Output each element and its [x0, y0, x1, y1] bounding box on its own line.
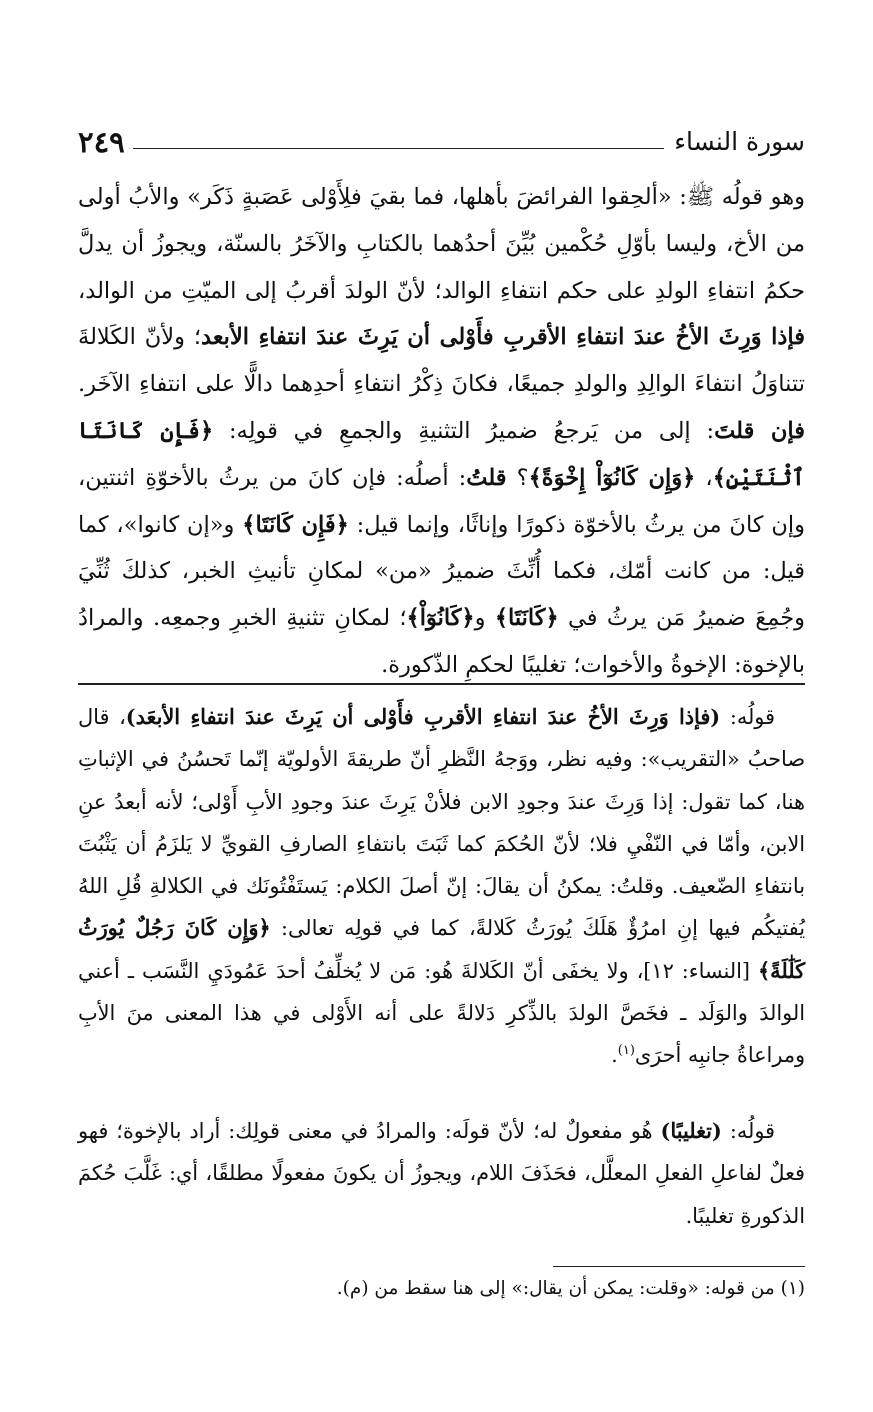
footnote-reference[interactable]: (١) [617, 1043, 635, 1059]
commentary-text [78, 1110, 805, 1237]
header-rule [133, 148, 665, 149]
commentary-lemma: (فإذا وَرِثَ الأخُ عندَ انتفاءِ الأقربِ فأَوْلى أن يَرِثَ عندَ انتفاءِ الأبعَد) [125, 704, 721, 729]
quran-quote: ﴿كَانُوٓاْ﴾ [406, 605, 475, 632]
commentary-paragraph-1 [78, 696, 805, 1077]
commentary-paragraph-2 [78, 1110, 805, 1237]
page-number: ٢٤٩ [78, 125, 125, 159]
running-header [78, 118, 805, 158]
question-marker: فإن قلتَ [714, 417, 805, 444]
main-text-span: ؟ [506, 464, 529, 491]
main-text [78, 174, 805, 689]
commentary-text [78, 696, 805, 1077]
quran-quote: ﴿فَإِن كَانَتَا﴾ [242, 511, 349, 538]
commentary-span: قولُه: [721, 1119, 776, 1143]
answer-marker: قلتُ [466, 464, 507, 491]
commentary-span: ، قال صاحبُ «التقريب»: وفيه نظر، ووَجهُ النَّظرِ أنّ طريقةَ الأولويّة إنّما تَحسُنُ في الإثباتِ هنا، كما تقول: إذا وَرِثَ عندَ وجودِ الابن فلأنْ يَرِثَ عندَ وجودِ الأبِ أَوْلى؛ لأنه أبعدُ عنِ الابن، وأمّا في النّفْيِ فلا؛ لأنّ الحُكمَ كما ثَبَتَ بانتفاءِ الصارفِ القويِّ لا يَلزَمُ أن يَثْبُتَ بانتفاءِ الضّعيف. وقلتُ: يمكنُ أن يقالَ: إنّ أصلَ الكلام: يَستَفْتُونَك في الكلالةِ قُلِ اللهُ يُفتيكُم فيها إنِ امرُؤٌ هَلَكَ يُورَثُ كَلالةً، كما في قولِه تعالى: [78, 705, 805, 941]
commentary-span: هُو مفعولٌ له؛ لأنّ قولَه: والمرادُ في معنى قولِك: أراد بالإخوة؛ فهو فعلٌ لفاعلِ الفعلِ المعلَّل، فحَذَفَ اللام، ويجوزُ أن يكونَ مفعولًا مطلقًا، أي: غَلَّبَ حُكمَ الذكورةِ تغليبًا. [78, 1119, 805, 1228]
main-text-span: : إلى من يَرجعُ ضميرُ التثنيةِ والجمعِ في قولِه: [213, 417, 715, 444]
main-text-span: ؛ لمكانِ تثنيةِ الخبرِ وجمعِه. والمرادُ بالإخوة: الإخوةُ والأخوات؛ تغليبًا لحكمِ الذّكورة. [78, 605, 805, 678]
main-text-span: وهو قولُه ﷺ: «ألحِقوا الفرائضَ بأهلها، فما بقيَ فلِأَوْلى عَصَبةٍ ذَكَر» والأبُ أولى من الأخ، وليسا بأوّلِ حُكْمين بُيِّنَ أحدُهما بالكتابِ والآخَرُ بالسنّة، ويجوزُ أن يدلَّ حكمُ انتفاءِ الولدِ على حكم انتفاءِ الوالد؛ لأنّ الولدَ أقربُ إلى الميّتِ من الوالد، [78, 184, 805, 304]
footnote-rule [553, 1266, 805, 1267]
lemma-bold: فإذا وَرِثَ الأخُ عندَ انتفاءِ الأقربِ فأَوْلى أن يَرِثَ عندَ انتفاءِ الأبعد [201, 324, 805, 351]
main-text-span: ؛ ولأنّ الكَلالةَ تتناوَلُ انتفاءَ الوالِدِ والولدِ جميعًا، فكانَ ذِكْرُ انتفاءِ أحدِهما دالًّا على انتفاءِ الآخَر. [78, 324, 805, 398]
main-text-span: : أصلُه: فإن كانَ من يرثُ بالأخوّةِ اثنتين، وإن كانَ من يرثُ بالأخوّة ذكورًا وإناثًا، وإنما قيل: [78, 464, 806, 538]
quran-quote: ﴿وَإِن كَانُوٓاْ إِخْوَةً﴾ [528, 464, 696, 491]
section-divider [78, 683, 805, 685]
commentary-span: . [611, 1043, 618, 1068]
surah-title: سورة النساء [674, 127, 805, 156]
main-text-span: و [474, 605, 495, 632]
main-text-span: ، [695, 464, 713, 491]
commentary-span: [النساء: ١٢]، ولا يخفَى أنّ الكَلالةَ هُو: مَن لا يُخلِّفُ أحدَ عَمُودَيِ النَّسَب ـ أعني الوالدَ والوَلَد ـ فخَصَّ الولدَ بالذِّكرِ دَلالةً على أنه الأَوْلى في هذا المعنى منَ الأبِ ومراعاةُ جانبِه أحرَى [78, 958, 805, 1068]
commentary-lemma: (تغليبًا) [660, 1118, 722, 1143]
quran-quote: ﴿وَإِن كَانَ رَجُلٌ يُورَثُ كَلَٰلَةً﴾ [78, 915, 805, 983]
commentary-span: قولُه: [720, 705, 775, 729]
quran-quote: ﴿كَانَتَا﴾ [494, 605, 559, 632]
main-text-span: و«إن كانوا»، كما قيل: من كانت أمّك، فكما أُنِّثَ ضميرُ «من» لمكانِ تأنيثِ الخبر، كذلكَ ثُنِّيَ وجُمِعَ ضميرُ مَن يرثُ في [78, 511, 805, 632]
quran-quote: ﴿فَإِن كَانَتَا ٱثْنَتَيْنِ﴾ [78, 417, 805, 491]
footnote: (١) من قوله: «وقلت: يمكن أن يقال:» إلى هنا سقط من (م). [336, 1278, 805, 1299]
